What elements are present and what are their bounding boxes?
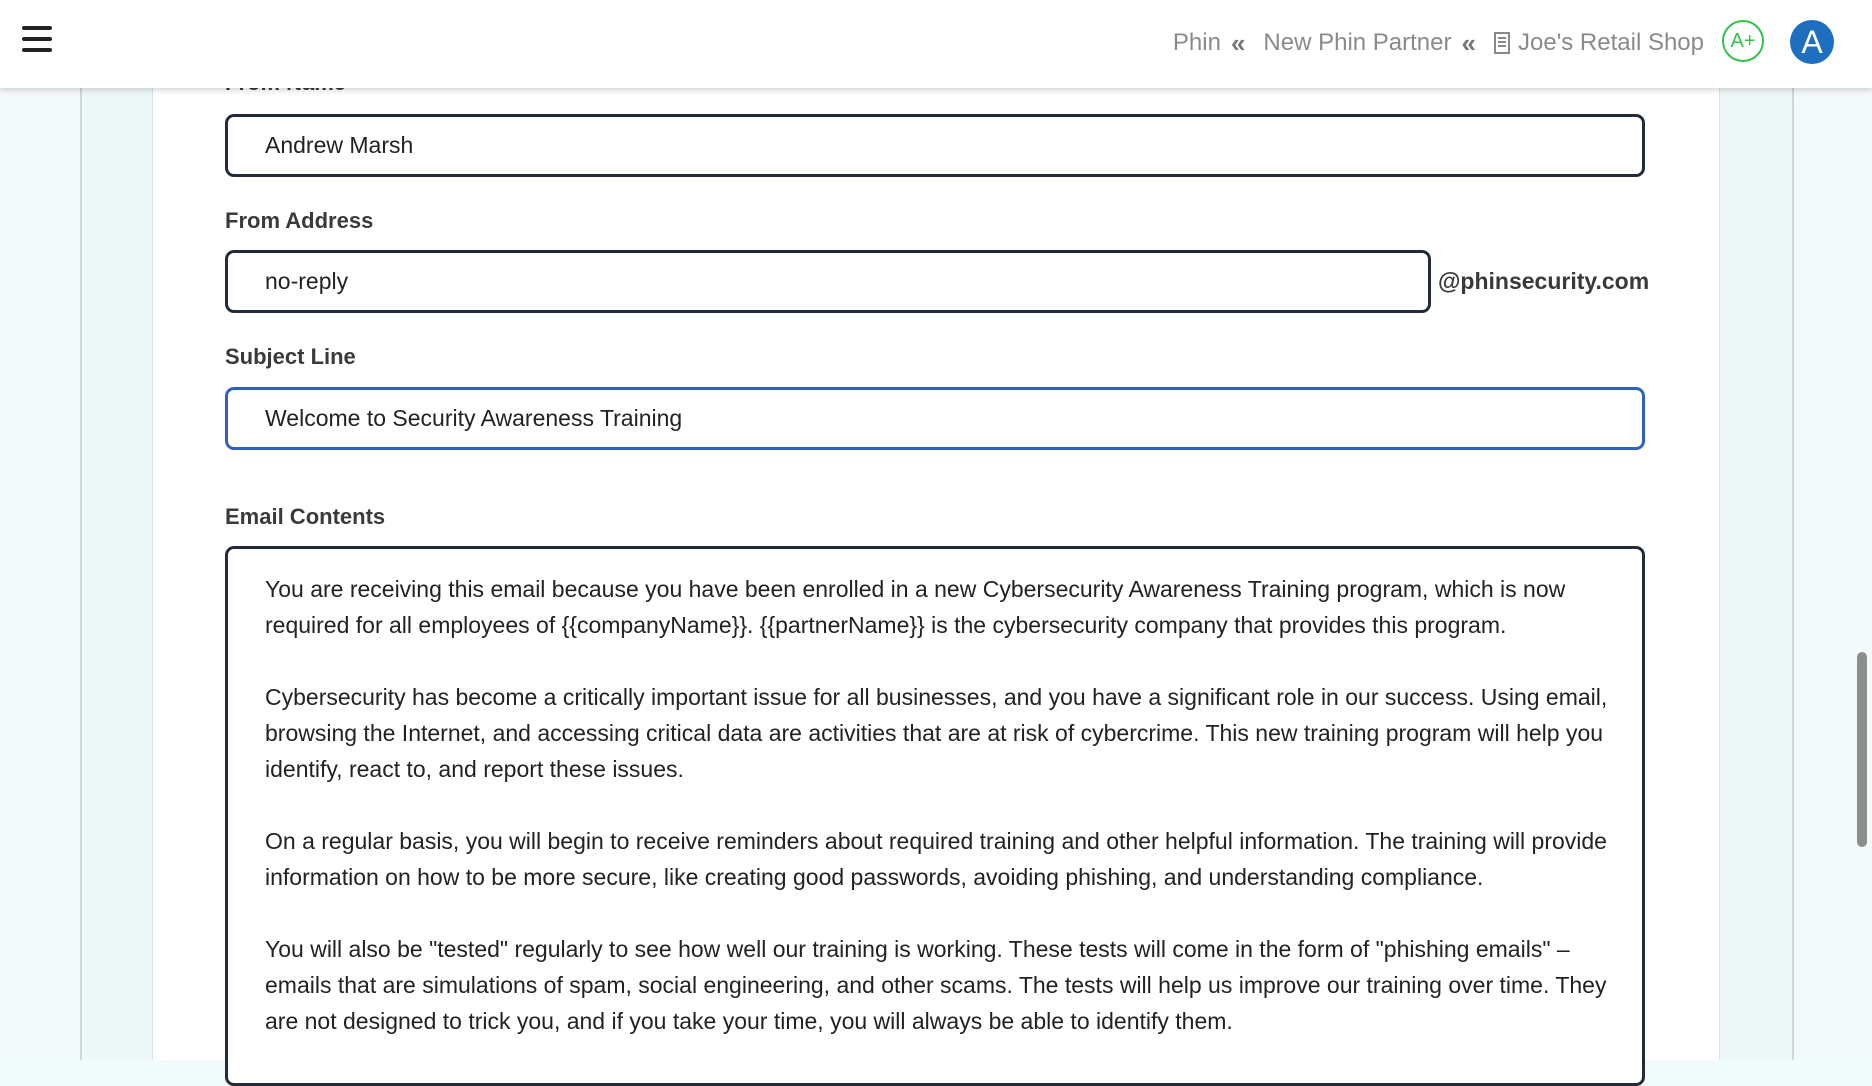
subject-line-label: Subject Line [225,344,356,369]
page-scrollbar-thumb[interactable] [1857,652,1867,847]
top-navigation-bar [0,0,1872,88]
email-paragraph: You will also be "tested" regularly to see how well our training is working. These tests will come in the form of "phishing emails" – emails that are simulations of spam, social engineering, and other scams. The tests will help us improve our training over time. They are not designed to trick you, and if you take your time, you will always be able to identify them. [265,936,1607,1034]
breadcrumb-item-phin[interactable]: Phin [1172,29,1221,56]
email-contents-label: Email Contents [225,504,386,529]
from-address-input[interactable] [225,250,1431,313]
email-domain-suffix: @phinsecurity.com [1438,268,1650,294]
breadcrumb-item-company[interactable]: Joe's Retail Shop [1517,29,1704,56]
double-chevron-left-icon: « [1461,27,1472,58]
building-icon [1494,32,1510,54]
email-paragraph: Cybersecurity has become a critically important issue for all businesses, and you have a significant role in our success. Using email, browsing the Internet, and accessing critical data are activities that are at risk of cybercrime. This new training program will help you identify, react to, and report these issues. [265,684,1608,782]
from-name-input[interactable] [225,114,1645,177]
breadcrumb-item-partner[interactable]: New Phin Partner [1263,29,1452,56]
double-chevron-left-icon: « [1230,27,1242,58]
security-grade-badge[interactable]: A+ [1722,20,1764,62]
user-avatar[interactable]: A [1790,20,1834,64]
from-address-label: From Address [225,208,374,233]
email-contents-editor[interactable] [225,546,1645,1086]
subject-line-input[interactable] [225,387,1645,450]
email-paragraph: On a regular basis, you will begin to receive reminders about required training and other helpful information. The training will provide information on how to be more secure, like creating good passwords, avoiding phishing, and understanding compliance. [265,828,1607,890]
email-paragraph: You are receiving this email because you have been enrolled in a new Cybersecurity Awareness Training program, which is now required for all employees of {{companyName}}. {{partnerName}} is the cybersecurity company that provides this program. [265,576,1566,638]
breadcrumb [1173,26,1704,60]
hamburger-menu-icon[interactable] [22,26,52,56]
